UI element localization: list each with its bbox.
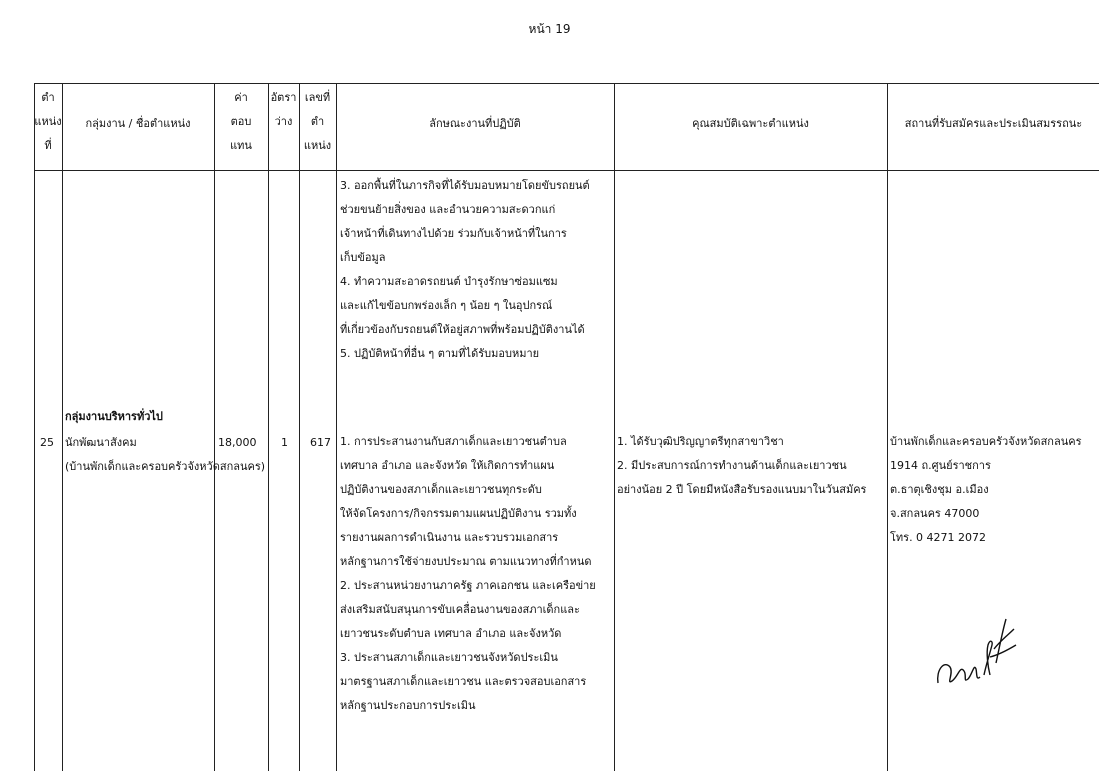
duty-line: ที่เกี่ยวข้องกับรถยนต์ให้อยู่สภาพที่พร้อมปฏิบัติงานได้	[340, 323, 585, 336]
vacancy-count: 1	[281, 436, 288, 449]
duty-line: ช่วยขนย้ายสิ่งของ และอำนวยความสะดวกแก่	[340, 203, 556, 216]
place-line: จ.สกลนคร 47000	[890, 507, 980, 520]
qualification-line: 2. มีประสบการณ์การทำงานด้านเด็กและเยาวชน	[617, 459, 847, 472]
duty-line: มาตรฐานสภาเด็กและเยาวชน และตรวจสอบเอกสาร	[340, 675, 587, 688]
duty-line: 2. ประสานหน่วยงานภาครัฐ ภาคเอกชน และเครือข่าย	[340, 579, 596, 592]
duty-line: เจ้าหน้าที่เดินทางไปด้วย ร่วมกับเจ้าหน้าที่ในการ	[340, 227, 567, 240]
place-line: 1914 ถ.ศูนย์ราชการ	[890, 459, 991, 472]
duty-line: 1. การประสานงานกับสภาเด็กและเยาวชนตำบล	[340, 435, 567, 448]
header-rate: อัตรา ว่าง	[270, 91, 297, 128]
position-title: นักพัฒนาสังคม	[65, 436, 137, 449]
place-line: บ้านพักเด็กและครอบครัวจังหวัดสกลนคร	[890, 435, 1082, 448]
duty-line: ให้จัดโครงการ/กิจกรรมตามแผนปฏิบัติงาน รวมทั้ง	[340, 507, 577, 520]
qualifications-list	[617, 430, 866, 502]
page-number: หน้า 19	[528, 22, 571, 36]
duty-line: เยาวชนระดับตำบล เทศบาล อำเภอ และจังหวัด	[340, 627, 562, 640]
duty-line: 3. ออกพื้นที่ในภารกิจที่ได้รับมอบหมายโดยขับรถยนต์	[340, 179, 590, 192]
duty-line: หลักฐานการใช้จ่ายงบประมาณ ตามแนวทางที่กำหนด	[340, 555, 592, 568]
header-pay: ค่า ตอบ แทน	[230, 91, 252, 152]
application-place	[890, 430, 1081, 550]
duty-line: 5. ปฏิบัติหน้าที่อื่น ๆ ตามที่ได้รับมอบหมาย	[340, 347, 540, 360]
qualification-line: อย่างน้อย 2 ปี โดยมีหนังสือรับรองแนบมาในวันสมัคร	[617, 483, 867, 496]
duty-line: ส่งเสริมสนับสนุนการขับเคลื่อนงานของสภาเด็กและ	[340, 603, 580, 616]
header-duties: ลักษณะงานที่ปฏิบัติ	[429, 117, 521, 130]
duty-line: เก็บข้อมูล	[340, 251, 386, 264]
duty-line: เทศบาล อำเภอ และจังหวัด ให้เกิดการทำแผน	[340, 459, 555, 472]
header-place: สถานที่รับสมัครและประเมินสมรรถนะ	[904, 117, 1083, 130]
handwritten-signature	[930, 605, 1020, 695]
duties-list	[340, 430, 596, 718]
place-line: ต.ธาตุเชิงชุม อ.เมือง	[890, 483, 989, 496]
header-pos-no: เลขที่ ตำ แหน่ง	[303, 91, 332, 152]
duty-line: หลักฐานประกอบการประเมิน	[340, 699, 476, 712]
qualification-line: 1. ได้รับวุฒิปริญญาตรีทุกสาขาวิชา	[617, 435, 784, 448]
group-heading: กลุ่มงานบริหารทั่วไป	[65, 410, 163, 423]
duty-line: รายงานผลการดำเนินงาน และรวบรวมเอกสาร	[340, 531, 559, 544]
header-no: ตำ แหน่ง ที่	[34, 91, 62, 152]
position-number: 617	[310, 436, 331, 449]
header-group: กลุ่มงาน / ชื่อตำแหน่ง	[85, 117, 191, 130]
duty-line: ปฏิบัติงานของสภาเด็กและเยาวชนทุกระดับ	[340, 483, 542, 496]
continued-duties	[340, 174, 590, 366]
duty-line: 4. ทำความสะอาดรถยนต์ บำรุงรักษาซ่อมแซม	[340, 275, 558, 288]
pay-amount: 18,000	[218, 436, 257, 449]
header-qualifications: คุณสมบัติเฉพาะตำแหน่ง	[692, 117, 809, 130]
place-line: โทร. 0 4271 2072	[890, 531, 987, 544]
office-name: (บ้านพักเด็กและครอบครัวจังหวัดสกลนคร)	[65, 460, 266, 473]
duty-line: และแก้ไขข้อบกพร่องเล็ก ๆ น้อย ๆ ในอุปกรณ์	[340, 299, 553, 312]
row-number: 25	[40, 436, 54, 449]
duty-line: 3. ประสานสภาเด็กและเยาวชนจังหวัดประเมิน	[340, 651, 558, 664]
